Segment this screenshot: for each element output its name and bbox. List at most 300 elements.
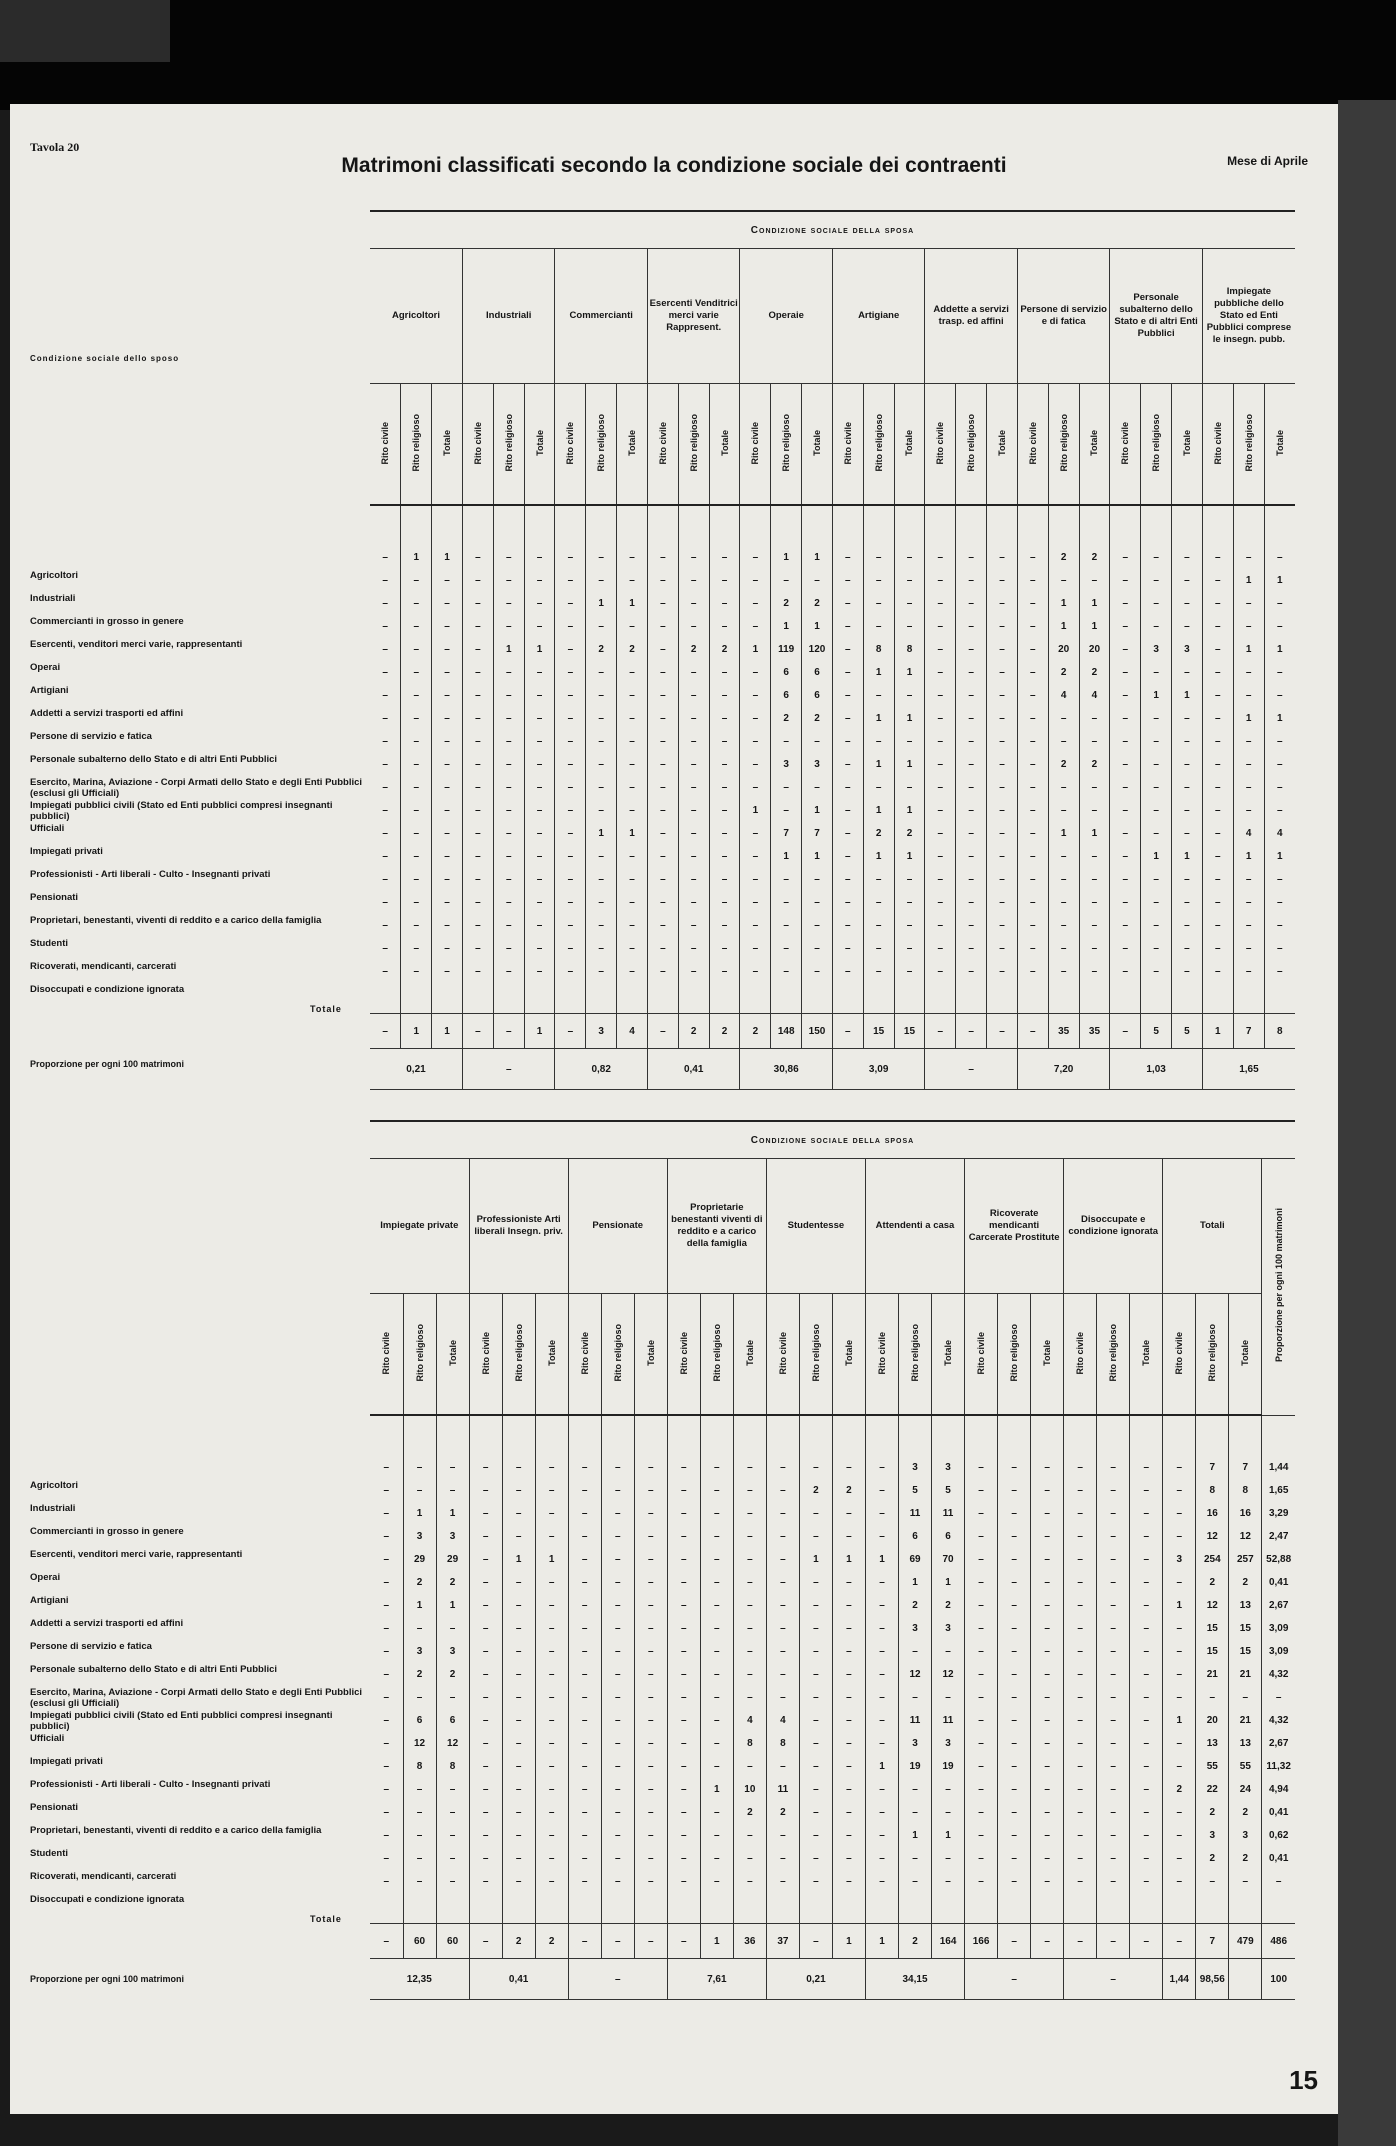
table-cell: – <box>998 1617 1031 1640</box>
table-cell: – <box>1031 1456 1064 1479</box>
table-cell: 11 <box>899 1502 932 1525</box>
table-cell: 7 <box>802 822 833 845</box>
spacer-cell <box>998 1893 1031 1924</box>
table-cell: – <box>956 753 987 776</box>
table-cell: – <box>1163 1502 1196 1525</box>
table-cell: – <box>678 914 709 937</box>
table-cell: – <box>667 1755 700 1778</box>
table-cell: – <box>436 1801 469 1824</box>
table-cell: – <box>832 684 863 707</box>
row-label: Operai <box>30 1572 61 1583</box>
table-cell: 1 <box>740 799 771 822</box>
table-cell: – <box>1264 592 1295 615</box>
table-cell: – <box>1172 707 1203 730</box>
table-cell: – <box>1048 707 1079 730</box>
table-cell: – <box>925 753 956 776</box>
table-cell: – <box>771 960 802 983</box>
table-cell: – <box>403 1479 436 1502</box>
spacer-cell <box>617 505 648 546</box>
table-cell: – <box>1031 1801 1064 1824</box>
table-cell: – <box>925 615 956 638</box>
table-cell: – <box>733 1456 766 1479</box>
table-cell: – <box>568 1778 601 1801</box>
table-cell: 15 <box>1196 1640 1229 1663</box>
table-cell: – <box>524 753 555 776</box>
spacer-cell <box>956 983 987 1014</box>
table-cell: – <box>956 569 987 592</box>
total-cell: 7 <box>1196 1924 1229 1959</box>
table-cell: – <box>382 644 388 655</box>
table-cell: 2 <box>1048 546 1079 569</box>
table-cell: – <box>469 1778 502 1801</box>
table-cell: – <box>799 1617 832 1640</box>
table-cell: – <box>493 661 524 684</box>
table-cell: – <box>771 868 802 891</box>
spacer-cell <box>709 983 740 1014</box>
table-cell: – <box>432 592 463 615</box>
table-cell: – <box>740 891 771 914</box>
table-cell: – <box>799 1778 832 1801</box>
table-cell: – <box>1110 868 1141 891</box>
table-cell: 1 <box>771 845 802 868</box>
table-cell: – <box>383 1669 390 1680</box>
spacer-cell <box>740 983 771 1014</box>
table-cell: – <box>1110 615 1141 638</box>
proportion-cell: – <box>1064 1959 1163 2000</box>
sub-header-civil <box>925 384 956 506</box>
table-cell: – <box>700 1847 733 1870</box>
sub-header-text: Rito civile <box>1120 421 1131 465</box>
row-label: Impiegati privati <box>30 1756 103 1767</box>
table-cell: 2 <box>771 592 802 615</box>
sub-header-text: Rito civile <box>472 421 483 465</box>
table-cell: 1 <box>1233 707 1264 730</box>
table-cell: – <box>771 937 802 960</box>
table-cell: 1 <box>802 546 833 569</box>
table-cell: – <box>601 1732 634 1755</box>
table-cell: – <box>382 621 388 632</box>
table-cell: – <box>586 776 617 799</box>
table-cell: 15 <box>1229 1617 1262 1640</box>
table-row <box>370 868 1295 891</box>
table-cell: 1 <box>1079 615 1110 638</box>
spacer-cell <box>370 1893 403 1924</box>
table-cell: 21 <box>1229 1663 1262 1686</box>
table-cell: – <box>832 1732 865 1755</box>
sub-header-text: Rito religioso <box>513 1324 524 1382</box>
sub-header-text: Rito civile <box>480 1331 491 1375</box>
table-cell: – <box>1031 1709 1064 1732</box>
table-cell: 1 <box>802 799 833 822</box>
table-row <box>370 1663 1295 1686</box>
spacer-cell <box>1079 505 1110 546</box>
sub-header-text: Rito civile <box>842 421 853 465</box>
table-cell: – <box>502 1870 535 1893</box>
table-cell: – <box>1097 1686 1130 1709</box>
row-label: Esercenti, venditori merci varie, rappresentanti <box>30 1549 243 1560</box>
table-cell: – <box>740 684 771 707</box>
table-cell: – <box>601 1571 634 1594</box>
table-cell: – <box>535 1479 568 1502</box>
table-cell: – <box>601 1663 634 1686</box>
table-cell: 5 <box>932 1479 965 1502</box>
table-cell: – <box>1141 937 1172 960</box>
table-cell: 11 <box>899 1709 932 1732</box>
table-cell: – <box>733 1824 766 1847</box>
table-cell: – <box>1110 546 1141 569</box>
table-cell: – <box>555 546 586 569</box>
table-cell: – <box>1110 937 1141 960</box>
table-cell: – <box>1163 1617 1196 1640</box>
table-row <box>370 661 1295 684</box>
spacer-cell <box>802 983 833 1014</box>
table-cell: – <box>383 1646 390 1657</box>
table-cell: – <box>965 1456 998 1479</box>
table-cell: – <box>462 592 493 615</box>
table-cell: 1 <box>863 661 894 684</box>
table-cell: – <box>733 1847 766 1870</box>
table-cell: 21 <box>1229 1709 1262 1732</box>
spacer-cell <box>771 983 802 1014</box>
table-cell: – <box>1141 914 1172 937</box>
table-cell: – <box>493 615 524 638</box>
table-cell: – <box>1141 960 1172 983</box>
table-cell: – <box>865 1456 898 1479</box>
table-cell: – <box>1202 937 1233 960</box>
table-cell: – <box>1141 592 1172 615</box>
spacer-cell <box>647 505 678 546</box>
table-cell: – <box>382 897 388 908</box>
table-cell: – <box>647 937 678 960</box>
table-cell: – <box>555 914 586 937</box>
table-cell: – <box>700 1824 733 1847</box>
table-cell: – <box>832 661 863 684</box>
spacer-cell <box>1017 505 1048 546</box>
table-cell: – <box>1130 1732 1163 1755</box>
table-cell: – <box>1163 1686 1196 1709</box>
table-cell: – <box>555 638 586 661</box>
table-cell: – <box>634 1663 667 1686</box>
table-row <box>370 1755 1295 1778</box>
table-cell: – <box>925 868 956 891</box>
sub-header-text: Totale <box>812 430 822 456</box>
total-cell: – <box>998 1924 1031 1959</box>
table-cell: – <box>1163 1755 1196 1778</box>
table-cell: – <box>1172 868 1203 891</box>
total-cell: 150 <box>802 1014 833 1049</box>
spacer-cell <box>667 1415 700 1456</box>
table-cell: 20 <box>1196 1709 1229 1732</box>
table-cell: 70 <box>932 1548 965 1571</box>
table-cell: – <box>502 1824 535 1847</box>
table-cell: – <box>1264 799 1295 822</box>
table-cell: – <box>700 1594 733 1617</box>
spacer-cell <box>766 1893 799 1924</box>
category-header: Agricoltori <box>370 249 462 384</box>
table-cell: – <box>535 1571 568 1594</box>
sub-header-religious <box>700 1294 733 1416</box>
table-cell: – <box>956 615 987 638</box>
table-cell: – <box>601 1824 634 1847</box>
table-cell: – <box>667 1686 700 1709</box>
table-cell: – <box>667 1594 700 1617</box>
spacer-cell <box>436 1415 469 1456</box>
table-cell: – <box>766 1686 799 1709</box>
table-cell: 10 <box>733 1778 766 1801</box>
table-cell: – <box>1202 891 1233 914</box>
table-cell: – <box>832 960 863 983</box>
table-cell: 3 <box>1196 1824 1229 1847</box>
table-cell: – <box>766 1525 799 1548</box>
spacer-cell <box>432 505 463 546</box>
table-cell: – <box>502 1594 535 1617</box>
table-cell: – <box>469 1479 502 1502</box>
table-cell: 2 <box>1048 661 1079 684</box>
table-cell: 8 <box>403 1755 436 1778</box>
table-cell: – <box>1172 592 1203 615</box>
table-cell: – <box>832 1456 865 1479</box>
table-cell: – <box>647 960 678 983</box>
table-cell: – <box>1130 1525 1163 1548</box>
table-cell: – <box>1017 638 1048 661</box>
table-cell: – <box>535 1686 568 1709</box>
table-cell: – <box>436 1847 469 1870</box>
table-cell: – <box>799 1824 832 1847</box>
table-cell: – <box>802 960 833 983</box>
table-cell: – <box>832 638 863 661</box>
sub-header-text: Rito religioso <box>596 414 607 472</box>
spacer-cell <box>1264 983 1295 1014</box>
table-cell: – <box>432 799 463 822</box>
table-cell: – <box>535 1640 568 1663</box>
sub-header-civil <box>865 1294 898 1416</box>
table-cell: – <box>617 960 648 983</box>
total-cell: – <box>568 1924 601 1959</box>
table-cell: 12 <box>1229 1525 1262 1548</box>
proportion-cell <box>1229 1959 1262 2000</box>
table-cell: – <box>634 1594 667 1617</box>
spacer-cell <box>925 983 956 1014</box>
table-cell: – <box>865 1686 898 1709</box>
table-cell: 3 <box>932 1732 965 1755</box>
total-cell: 37 <box>766 1924 799 1959</box>
table-cell: – <box>956 546 987 569</box>
table-cell: – <box>493 937 524 960</box>
table-cell: – <box>1110 661 1141 684</box>
table-cell: – <box>667 1456 700 1479</box>
table-cell: 8 <box>1196 1479 1229 1502</box>
spacer-cell <box>493 505 524 546</box>
table-cell: 2 <box>733 1801 766 1824</box>
table-cell: – <box>956 914 987 937</box>
table-cell: – <box>535 1778 568 1801</box>
table-cell: – <box>894 960 925 983</box>
table-cell: – <box>1017 730 1048 753</box>
table-cell: – <box>382 851 388 862</box>
proportion-cell: 0,21 <box>370 1049 462 1090</box>
table-cell: – <box>1130 1571 1163 1594</box>
table-cell: 1 <box>1172 845 1203 868</box>
table-cell: – <box>524 730 555 753</box>
table-cell: 1 <box>1264 707 1295 730</box>
table-cell: – <box>1233 730 1264 753</box>
sub-header-total <box>1079 384 1110 506</box>
spacer-cell <box>524 505 555 546</box>
table-cell: – <box>1130 1456 1163 1479</box>
table-cell: – <box>1264 776 1295 799</box>
table-cell: 1 <box>894 661 925 684</box>
table-cell: – <box>1202 776 1233 799</box>
table-cell: – <box>832 753 863 776</box>
table-cell: – <box>1064 1617 1097 1640</box>
total-cell: 2 <box>740 1014 771 1049</box>
table-cell: – <box>1110 845 1141 868</box>
table-cell: – <box>403 1870 436 1893</box>
table-cell: – <box>524 569 555 592</box>
table-cell: 6 <box>802 684 833 707</box>
sub-header-civil <box>667 1294 700 1416</box>
table-cell: – <box>925 776 956 799</box>
proportion-cell: – <box>462 1049 554 1090</box>
table-cell: – <box>1064 1640 1097 1663</box>
table-cell: 6 <box>932 1525 965 1548</box>
table-cell: – <box>634 1847 667 1870</box>
table-cell: – <box>1233 891 1264 914</box>
sub-header-text: Totale <box>996 430 1007 456</box>
table-cell: – <box>1172 730 1203 753</box>
table-cell: – <box>1163 1479 1196 1502</box>
table-cell: – <box>1163 1847 1196 1870</box>
table-cell: – <box>493 707 524 730</box>
table-cell: – <box>766 1847 799 1870</box>
table-cell: – <box>799 1571 832 1594</box>
proportion-cell: 0,82 <box>555 1049 647 1090</box>
spacer-cell <box>771 505 802 546</box>
table-cell: – <box>535 1755 568 1778</box>
total-cell: 3 <box>586 1014 617 1049</box>
table-cell: – <box>956 638 987 661</box>
table-cell: – <box>383 1462 390 1473</box>
table-cell: – <box>586 891 617 914</box>
table-cell: – <box>555 569 586 592</box>
sub-header-civil <box>766 1294 799 1416</box>
spacer-cell <box>1264 505 1295 546</box>
table-cell: 1 <box>436 1594 469 1617</box>
table-cell: – <box>899 1801 932 1824</box>
table-cell: – <box>1233 615 1264 638</box>
table-cell: – <box>987 638 1018 661</box>
table-cell: 6 <box>899 1525 932 1548</box>
table-cell: – <box>436 1686 469 1709</box>
sub-header-text: Rito religioso <box>1058 414 1069 472</box>
table-cell: 2 <box>1229 1847 1262 1870</box>
table-cell: – <box>493 776 524 799</box>
sub-header-religious <box>1048 384 1079 506</box>
table-cell: – <box>1097 1548 1130 1571</box>
table-cell: – <box>987 661 1018 684</box>
spacer-cell <box>1097 1893 1130 1924</box>
table-cell: – <box>865 1778 898 1801</box>
table-cell: – <box>965 1686 998 1709</box>
sub-header-religious <box>1233 384 1264 506</box>
spacer-cell <box>832 505 863 546</box>
document-page <box>10 104 1338 2114</box>
table-cell: – <box>502 1663 535 1686</box>
table-cell: – <box>925 960 956 983</box>
table-cell: – <box>678 868 709 891</box>
row-label: Artigiani <box>30 1595 69 1606</box>
table-cell: – <box>987 592 1018 615</box>
table-cell: – <box>667 1617 700 1640</box>
table-cell: – <box>709 707 740 730</box>
table-cell: – <box>1048 868 1079 891</box>
spacer-cell <box>678 983 709 1014</box>
table-cell: – <box>432 661 463 684</box>
row-labels-2 <box>30 1480 370 1917</box>
table-row <box>370 569 1295 592</box>
row-label: Proprietari, benestanti, viventi di reddito e a carico della famiglia <box>30 1825 322 1836</box>
table-cell: – <box>667 1824 700 1847</box>
table-cell: – <box>568 1548 601 1571</box>
total-cell: 7 <box>1233 1014 1264 1049</box>
table-cell: – <box>865 1617 898 1640</box>
table-spouse-part-2 <box>370 1120 1295 2000</box>
table-cell: – <box>601 1755 634 1778</box>
total-label-1: Totale <box>310 1004 342 1014</box>
table-row <box>370 1709 1295 1732</box>
sub-header-civil <box>1017 384 1048 506</box>
table-cell: – <box>771 776 802 799</box>
table-cell: – <box>832 891 863 914</box>
table-cell: 3 <box>932 1456 965 1479</box>
table-cell: – <box>1163 1525 1196 1548</box>
table-cell: – <box>1031 1778 1064 1801</box>
table-cell: – <box>740 914 771 937</box>
month-label: Mese di Aprile <box>1227 154 1308 168</box>
sub-header-text: Rito civile <box>381 1331 392 1375</box>
table-cell: – <box>1017 776 1048 799</box>
table-cell: – <box>462 891 493 914</box>
spacer-cell <box>1196 1415 1229 1456</box>
table-cell: – <box>987 569 1018 592</box>
table-cell: – <box>678 661 709 684</box>
table-cell: – <box>647 592 678 615</box>
table-cell: – <box>709 569 740 592</box>
table-cell: – <box>1097 1870 1130 1893</box>
sub-header-total <box>634 1294 667 1416</box>
table-cell: 1 <box>863 753 894 776</box>
table-cell: – <box>1048 776 1079 799</box>
table-cell: 120 <box>802 638 833 661</box>
table-cell: 2 <box>894 822 925 845</box>
table-cell: – <box>894 868 925 891</box>
sub-header-total <box>432 384 463 506</box>
spacer-cell <box>469 1893 502 1924</box>
table-cell: – <box>502 1640 535 1663</box>
table-cell: – <box>740 730 771 753</box>
row-label: Pensionati <box>30 892 79 903</box>
category-header: Esercenti Venditrici merci varie Rappresent. <box>647 249 739 384</box>
table-cell: – <box>1031 1870 1064 1893</box>
table-cell: – <box>462 661 493 684</box>
table-cell: – <box>524 914 555 937</box>
sub-header-text: Rito religioso <box>411 414 422 472</box>
total-cell: 35 <box>1048 1014 1079 1049</box>
table-cell: 11,32 <box>1262 1755 1295 1778</box>
total-cell: – <box>601 1924 634 1959</box>
proportion-column-text: Proporzione per ogni 100 matrimoni <box>1273 1207 1284 1362</box>
table-cell: 1 <box>899 1824 932 1847</box>
